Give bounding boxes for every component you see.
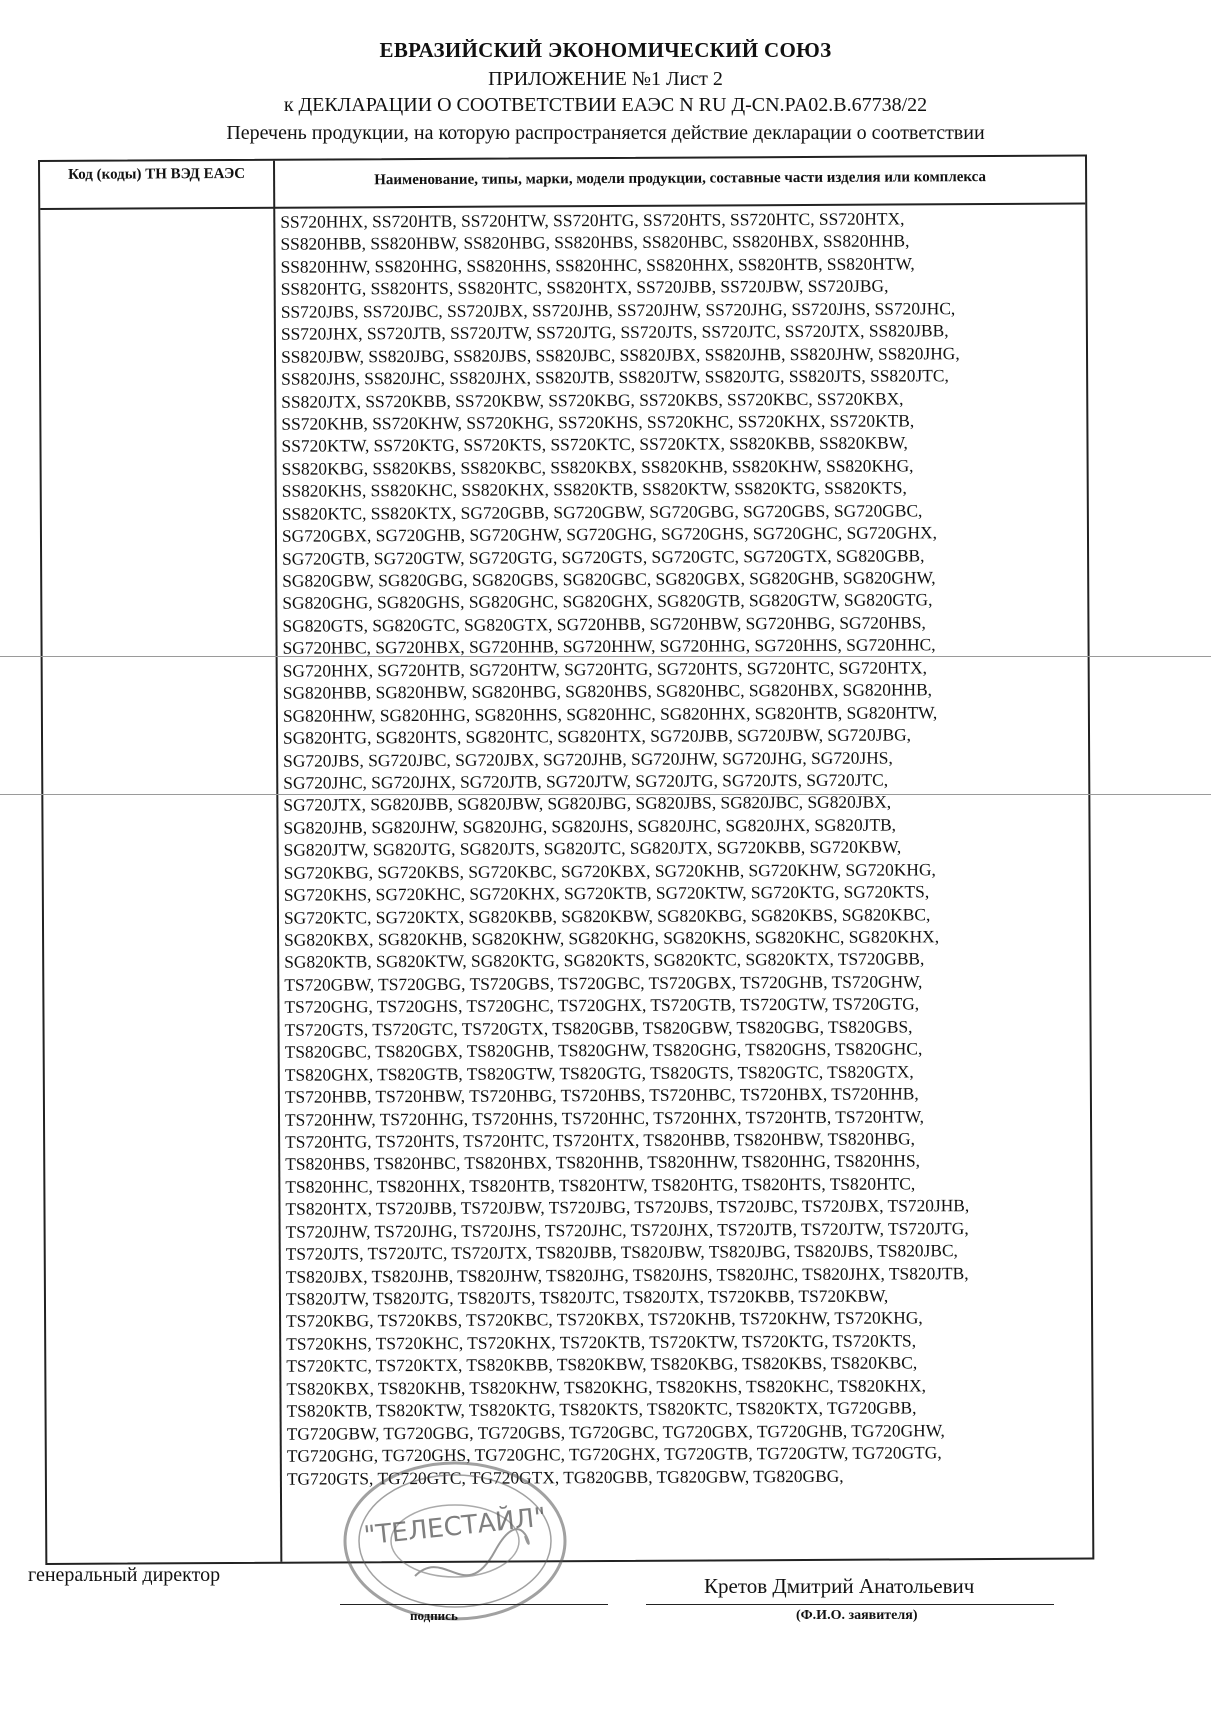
model-line: TS820KBX, TS820KHB, TS820KHW, TS820KHG, TS820KHS, TS820KHC, TS820KHX, (286, 1375, 927, 1399)
model-line: SG820JTW, SG820JTG, SG820JTS, SG820JTC, SG820JTX, SG720KBB, SG720KBW, (283, 836, 902, 860)
model-line: TS820GBC, TS820GBX, TS820GHB, TS820GHW, TS820GHG, TS820GHS, TS820GHC, (284, 1038, 923, 1062)
model-line: SG820GHG, SG820GHS, SG820GHC, SG820GHX, SG820GTB, SG820GTW, SG820GTG, (282, 589, 933, 614)
model-line: SG820HBB, SG820HBW, SG820HBG, SG820HBS, SG820HBC, SG820HBX, SG820HHB, (282, 679, 933, 703)
model-line: SG820HTG, SG820HTS, SG820HTC, SG820HTX, SG720JBB, SG720JBW, SG720JBG, (282, 724, 912, 748)
model-line: SS720JBS, SS720JBC, SS720JBX, SS720JHB, SS720JHW, SS720JHG, SS720JHS, SS720JHC, (280, 297, 956, 322)
model-line: SS720KTW, SS720KTG, SS720KTS, SS720KTC, SS720KTX, SS820KBB, SS820KBW, (281, 432, 908, 457)
model-line: SS820HHW, SS820HHG, SS820HHS, SS820HHC, SS820HHX, SS820HTB, SS820HTW, (280, 253, 915, 277)
model-line: SG720KTC, SG720KTX, SG820KBB, SG820KBW, SG820KBG, SG820KBS, SG820KBC, (283, 903, 931, 928)
model-line: SG720HHX, SG720HTB, SG720HTW, SG720HTG, SG720HTS, SG720HTC, SG720HTX, (282, 657, 928, 681)
model-line: TS720KBG, TS720KBS, TS720KBC, TS720KBX, TS720KHB, TS720KHW, TS720KHG, (286, 1307, 923, 1332)
model-line: TG720GBW, TG720GBG, TG720GBS, TG720GBC, TG720GBX, TG720GHB, TG720GHW, (286, 1419, 945, 1444)
model-line: SS820KHS, SS820KHC, SS820KHX, SS820KTB, SS820KTW, SS820KTG, SS820KTS, (281, 477, 907, 501)
model-line: SS820JHS, SS820JHC, SS820JHX, SS820JTB, SS820JTW, SS820JTG, SS820JTS, SS820JTC, (281, 365, 949, 389)
signature-line (340, 1604, 608, 1605)
model-line: SS820KTC, SS820KTX, SG720GBB, SG720GBW, SG720GBG, SG720GBS, SG720GBC, (281, 500, 923, 524)
model-line: TS720KTC, TS720KTX, TS820KBB, TS820KBW, TS820KBG, TS820KBS, TS820KBC, (286, 1352, 918, 1377)
model-line: SG720JBS, SG720JBC, SG720JBX, SG720JHB, SG720JHW, SG720JHG, SG720JHS, (283, 747, 893, 771)
model-line: TG720GTS, TG720GTC, TG720GTX, TG820GBB, TG820GBW, TG820GBG, (286, 1465, 844, 1489)
model-line: SS820JTX, SS720KBB, SS720KBW, SS720KBG, SS720KBS, SS720KBC, SS720KBX, (281, 387, 904, 412)
model-line: TS720JTS, TS720JTC, TS720JTX, TS820JBB, TS820JBW, TS820JBG, TS820JBS, TS820JBC, (285, 1240, 958, 1264)
model-line: TS820JBX, TS820JHB, TS820JHW, TS820JHG, TS820JHS, TS820JHC, TS820JHX, TS820JTB, (285, 1262, 969, 1287)
model-line: SG720JTX, SG820JBB, SG820JBW, SG820JBG, SG820JBS, SG820JBC, SG820JBX, (283, 791, 892, 816)
model-list (280, 207, 1087, 1490)
model-line: SG720KHS, SG720KHC, SG720KHX, SG720KTB, SG720KTW, SG720KTG, SG720KTS, (283, 881, 930, 905)
model-line: TS820JTW, TS820JTG, TS820JTS, TS820JTC, TS820JTX, TS720KBB, TS720KBW, (285, 1285, 889, 1309)
model-line: SS820KBG, SS820KBS, SS820KBC, SS820KBX, SS820KHB, SS820KHW, SS820KHG, (281, 455, 914, 479)
stamp-company-name: "ТЕЛЕСТАЙЛ" (362, 1502, 548, 1552)
model-line: TG720GHG, TG720GHS, TG720GHC, TG720GHX, TG720GTB, TG720GTW, TG720GTG, (286, 1442, 942, 1466)
declaration-title: к ДЕКЛАРАЦИИ О СООТВЕТСТВИИ ЕАЭС N RU Д-CN.PA02.B.67738/22 (283, 94, 928, 116)
model-line: TS720JHW, TS720JHG, TS720JHS, TS720JHC, TS720JHX, TS720JTB, TS720JTW, TS720JTG, (285, 1217, 969, 1242)
model-line: TS720HBB, TS720HBW, TS720HBG, TS720HBS, TS720HBC, TS720HBX, TS720HHB, (284, 1083, 919, 1107)
model-line: SS820JBW, SS820JBG, SS820JBS, SS820JBC, SS820JBX, SS820JHB, SS820JHW, SS820JHG, (280, 342, 960, 367)
table-header-row (40, 157, 1085, 210)
model-line: SG820KBX, SG820KHB, SG820KHW, SG820KHG, SG820KHS, SG820KHC, SG820KHX, (284, 926, 940, 950)
signature-caption: подпись (410, 1608, 458, 1623)
model-line: TS720GHG, TS720GHS, TS720GHC, TS720GHX, TS720GTB, TS720GTW, TS720GTG, (284, 993, 920, 1018)
name-line (646, 1604, 1054, 1605)
model-line: TS720GTS, TS720GTC, TS720GTX, TS820GBB, TS820GBW, TS820GBG, TS820GBS, (284, 1016, 913, 1040)
model-line: TS720KHS, TS720KHC, TS720KHX, TS720KTB, TS720KTW, TS720KTG, TS720KTS, (286, 1330, 917, 1354)
model-line: SS820HBB, SS820HBW, SS820HBG, SS820HBS, SS820HBC, SS820HBX, SS820HHB, (280, 230, 910, 255)
model-line: SS720HHX, SS720HTB, SS720HTW, SS720HTG, SS720HTS, SS720HTC, SS720HTX, (280, 208, 905, 232)
name-column-header: Наименование, типы, марки, модели продукции, составные части изделия или комплекса (374, 169, 987, 189)
model-line: TS720HTG, TS720HTS, TS720HTC, TS720HTX, TS820HBB, TS820HBW, TS820HBG, (285, 1128, 916, 1152)
model-line: SG720HBC, SG720HBX, SG720HHB, SG720HHW, SG720HHG, SG720HHS, SG720HHC, (282, 634, 936, 659)
model-line: SG820GTS, SG820GTC, SG820GTX, SG720HBB, SG720HBW, SG720HBG, SG720HBS, (282, 612, 926, 636)
model-line: TS720GBW, TS720GBG, TS720GBS, TS720GBC, TS720GBX, TS720GHB, TS720GHW, (284, 971, 923, 995)
model-line: SG720GBX, SG720GHB, SG720GHW, SG720GHG, SG720GHS, SG720GHC, SG720GHX, (281, 522, 937, 546)
model-line: SG820KTB, SG820KTW, SG820KTG, SG820KTS, SG820KTC, SG820KTX, TS720GBB, (284, 948, 925, 973)
model-line: SG720JHC, SG720JHX, SG720JTB, SG720JTW, SG720JTG, SG720JTS, SG720JTC, (283, 769, 889, 793)
union-title: ЕВРАЗИЙСКИЙ ЭКОНОМИЧЕСКИЙ СОЮЗ (379, 38, 832, 62)
scan-artifact-line (0, 656, 1211, 657)
scan-artifact-line (0, 794, 1211, 795)
appendix-title: ПРИЛОЖЕНИЕ №1 Лист 2 (488, 68, 723, 90)
name-caption: (Ф.И.О. заявителя) (796, 1608, 918, 1623)
model-line: TS820HBS, TS820HBC, TS820HBX, TS820HHB, TS820HHW, TS820HHG, TS820HHS, (285, 1150, 921, 1175)
model-line: TS820HTX, TS720JBB, TS720JBW, TS720JBG, TS720JBS, TS720JBC, TS720JBX, TS720JHB, (285, 1195, 970, 1219)
model-line: SS720KHB, SS720KHW, SS720KHG, SS720KHS, SS720KHC, SS720KHX, SS720KTB, (281, 410, 915, 434)
code-column-header: Код (коды) ТН ВЭД ЕАЭС (68, 165, 246, 183)
model-line: TS820HHC, TS820HHX, TS820HTB, TS820HTW, TS820HTG, TS820HTS, TS820HTC, (285, 1173, 916, 1197)
model-line: SS820HTG, SS820HTS, SS820HTC, SS820HTX, SS720JBB, SS720JBW, SS720JBG, (280, 275, 889, 300)
product-table (38, 155, 1094, 1565)
signer-name: Кретов Дмитрий Анатольевич (704, 1574, 975, 1598)
model-line: SS720JHX, SS720JTB, SS720JTW, SS720JTG, SS720JTS, SS720JTC, SS720JTX, SS820JBB, (280, 320, 949, 344)
signer-position: генеральный директор (28, 1564, 221, 1586)
model-line: SG820GBW, SG820GBG, SG820GBS, SG820GBC, SG820GBX, SG820GHB, SG820GHW, (282, 567, 936, 591)
model-line: TS720HHW, TS720HHG, TS720HHS, TS720HHC, TS720HHX, TS720HTB, TS720HTW, (284, 1105, 924, 1130)
model-line: SG820HHW, SG820HHG, SG820HHS, SG820HHC, SG820HHX, SG820HTB, SG820HTW, (282, 701, 938, 726)
model-line: TS820KTB, TS820KTW, TS820KTG, TS820KTS, TS820KTC, TS820KTX, TG720GBB, (286, 1397, 917, 1421)
model-line: SG720GTB, SG720GTW, SG720GTG, SG720GTS, SG720GTC, SG720GTX, SG820GBB, (282, 544, 925, 569)
model-line: TS820GHX, TS820GTB, TS820GTW, TS820GTG, TS820GTS, TS820GTC, TS820GTX, (284, 1061, 914, 1085)
product-list-title: Перечень продукции, на которую распространяется действие декларации о соответствии (226, 122, 985, 144)
model-line: SG820JHB, SG820JHW, SG820JHG, SG820JHS, SG820JHC, SG820JHX, SG820JTB, (283, 814, 897, 838)
model-line: SG720KBG, SG720KBS, SG720KBC, SG720KBX, SG720KHB, SG720KHW, SG720KHG, (283, 858, 936, 883)
